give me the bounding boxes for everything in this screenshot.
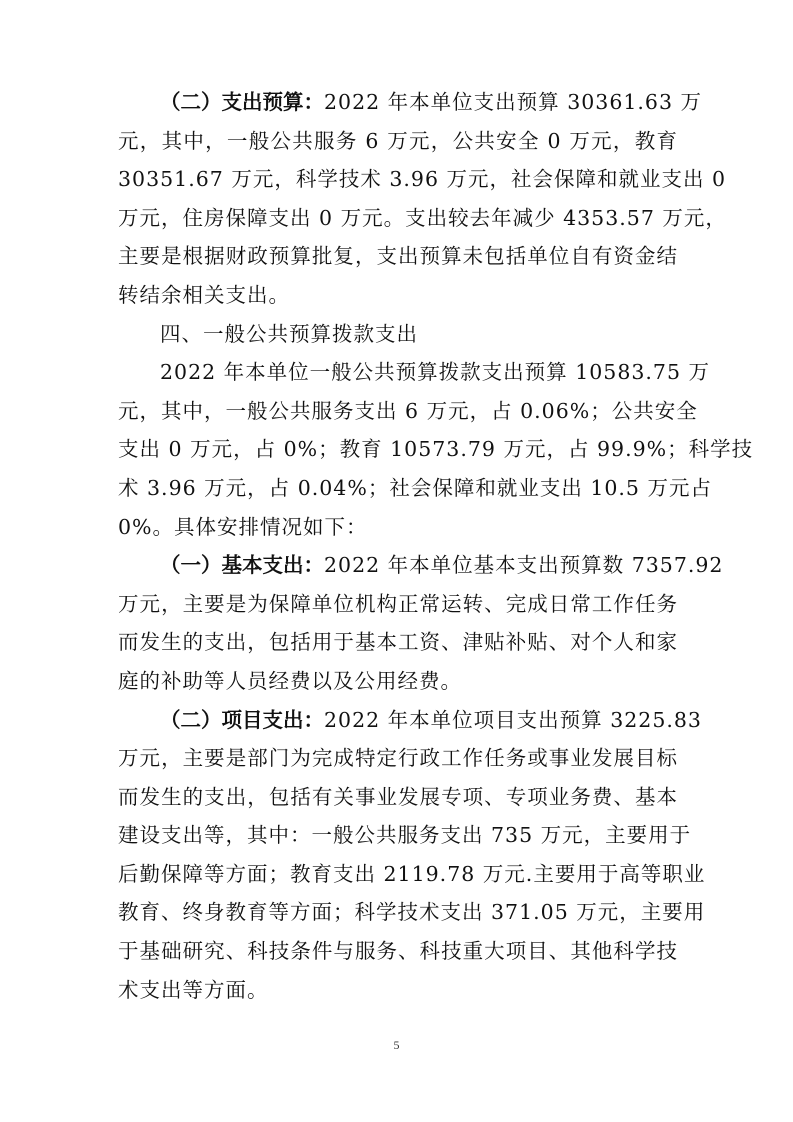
line-text: 主要是根据财政预算批复，支出预算未包括单位自有资金结	[118, 244, 678, 269]
text-line	[118, 816, 692, 855]
text-line	[118, 855, 706, 894]
text-line	[118, 83, 703, 122]
line-text: 2022 年本单位一般公共预算拨款支出预算 10583.75 万	[160, 360, 711, 385]
line-text: 教育、终身教育等方面；科学技术支出 371.05 万元，主要用	[118, 900, 706, 925]
section-heading: （二）项目支出：	[160, 707, 324, 732]
line-text: 于基础研究、科技条件与服务、科技重大项目、其他科学技	[118, 939, 678, 964]
section-heading: （二）支出预算：	[160, 90, 324, 114]
text-line	[118, 392, 698, 431]
document-body	[118, 83, 754, 1009]
text-line	[118, 199, 727, 238]
line-text: 庭的补助等人员经费以及公用经费。	[118, 668, 462, 693]
line-text: 元，其中，一般公共服务 6 万元，公共安全 0 万元，教育	[118, 128, 678, 153]
line-text: 术 3.96 万元，占 0.04%；社会保障和就业支出 10.5 万元占	[118, 475, 712, 500]
text-line	[118, 585, 678, 624]
line-text: 转结余相关支出。	[118, 282, 290, 307]
text-line	[118, 932, 678, 971]
text-line	[118, 739, 678, 778]
text-line	[118, 662, 678, 701]
line-text: 四、一般公共预算拨款支出	[160, 321, 418, 346]
line-text: 0%。具体安排情况如下：	[118, 514, 368, 539]
text-line	[118, 893, 706, 932]
text-line	[118, 971, 678, 1010]
text-line	[118, 508, 678, 547]
page-number: 5	[393, 1038, 400, 1052]
line-text: 2022 年本单位项目支出预算 3225.83	[324, 707, 702, 732]
line-text: 后勤保障等方面；教育支出 2119.78 万元.主要用于高等职业	[118, 861, 706, 886]
text-line	[118, 778, 678, 817]
line-text: 术支出等方面。	[118, 977, 269, 1002]
text-line	[118, 623, 678, 662]
line-text: 2022 年本单位支出预算 30361.63 万	[324, 90, 703, 114]
text-line	[118, 701, 702, 740]
text-line	[118, 237, 678, 276]
text-line	[118, 122, 678, 161]
line-text: 30351.67 万元，科学技术 3.96 万元，社会保障和就业支出 0	[118, 167, 727, 192]
text-line	[118, 315, 678, 354]
text-line	[118, 160, 727, 199]
line-text: 万元，主要是部门为完成特定行政工作任务或事业发展目标	[118, 746, 678, 771]
text-line	[118, 353, 711, 392]
section-heading: （一）基本支出：	[160, 553, 324, 578]
line-text: 而发生的支出，包括用于基本工资、津贴补贴、对个人和家	[118, 630, 678, 655]
line-text: 而发生的支出，包括有关事业发展专项、专项业务费、基本	[118, 784, 678, 809]
line-text: 万元，住房保障支出 0 万元。支出较去年减少 4353.57 万元，	[118, 205, 727, 230]
text-line	[118, 469, 712, 508]
line-text: 支出 0 万元，占 0%；教育 10573.79 万元，占 99.9%；科学技	[118, 437, 754, 462]
line-text: 万元，主要是为保障单位机构正常运转、完成日常工作任务	[118, 591, 678, 616]
line-text: 元，其中，一般公共服务支出 6 万元，占 0.06%；公共安全	[118, 398, 698, 423]
text-line	[118, 546, 724, 585]
text-line	[118, 276, 678, 315]
line-text: 建设支出等，其中：一般公共服务支出 735 万元，主要用于	[118, 823, 692, 848]
text-line	[118, 430, 754, 469]
line-text: 2022 年本单位基本支出预算数 7357.92	[324, 553, 724, 578]
